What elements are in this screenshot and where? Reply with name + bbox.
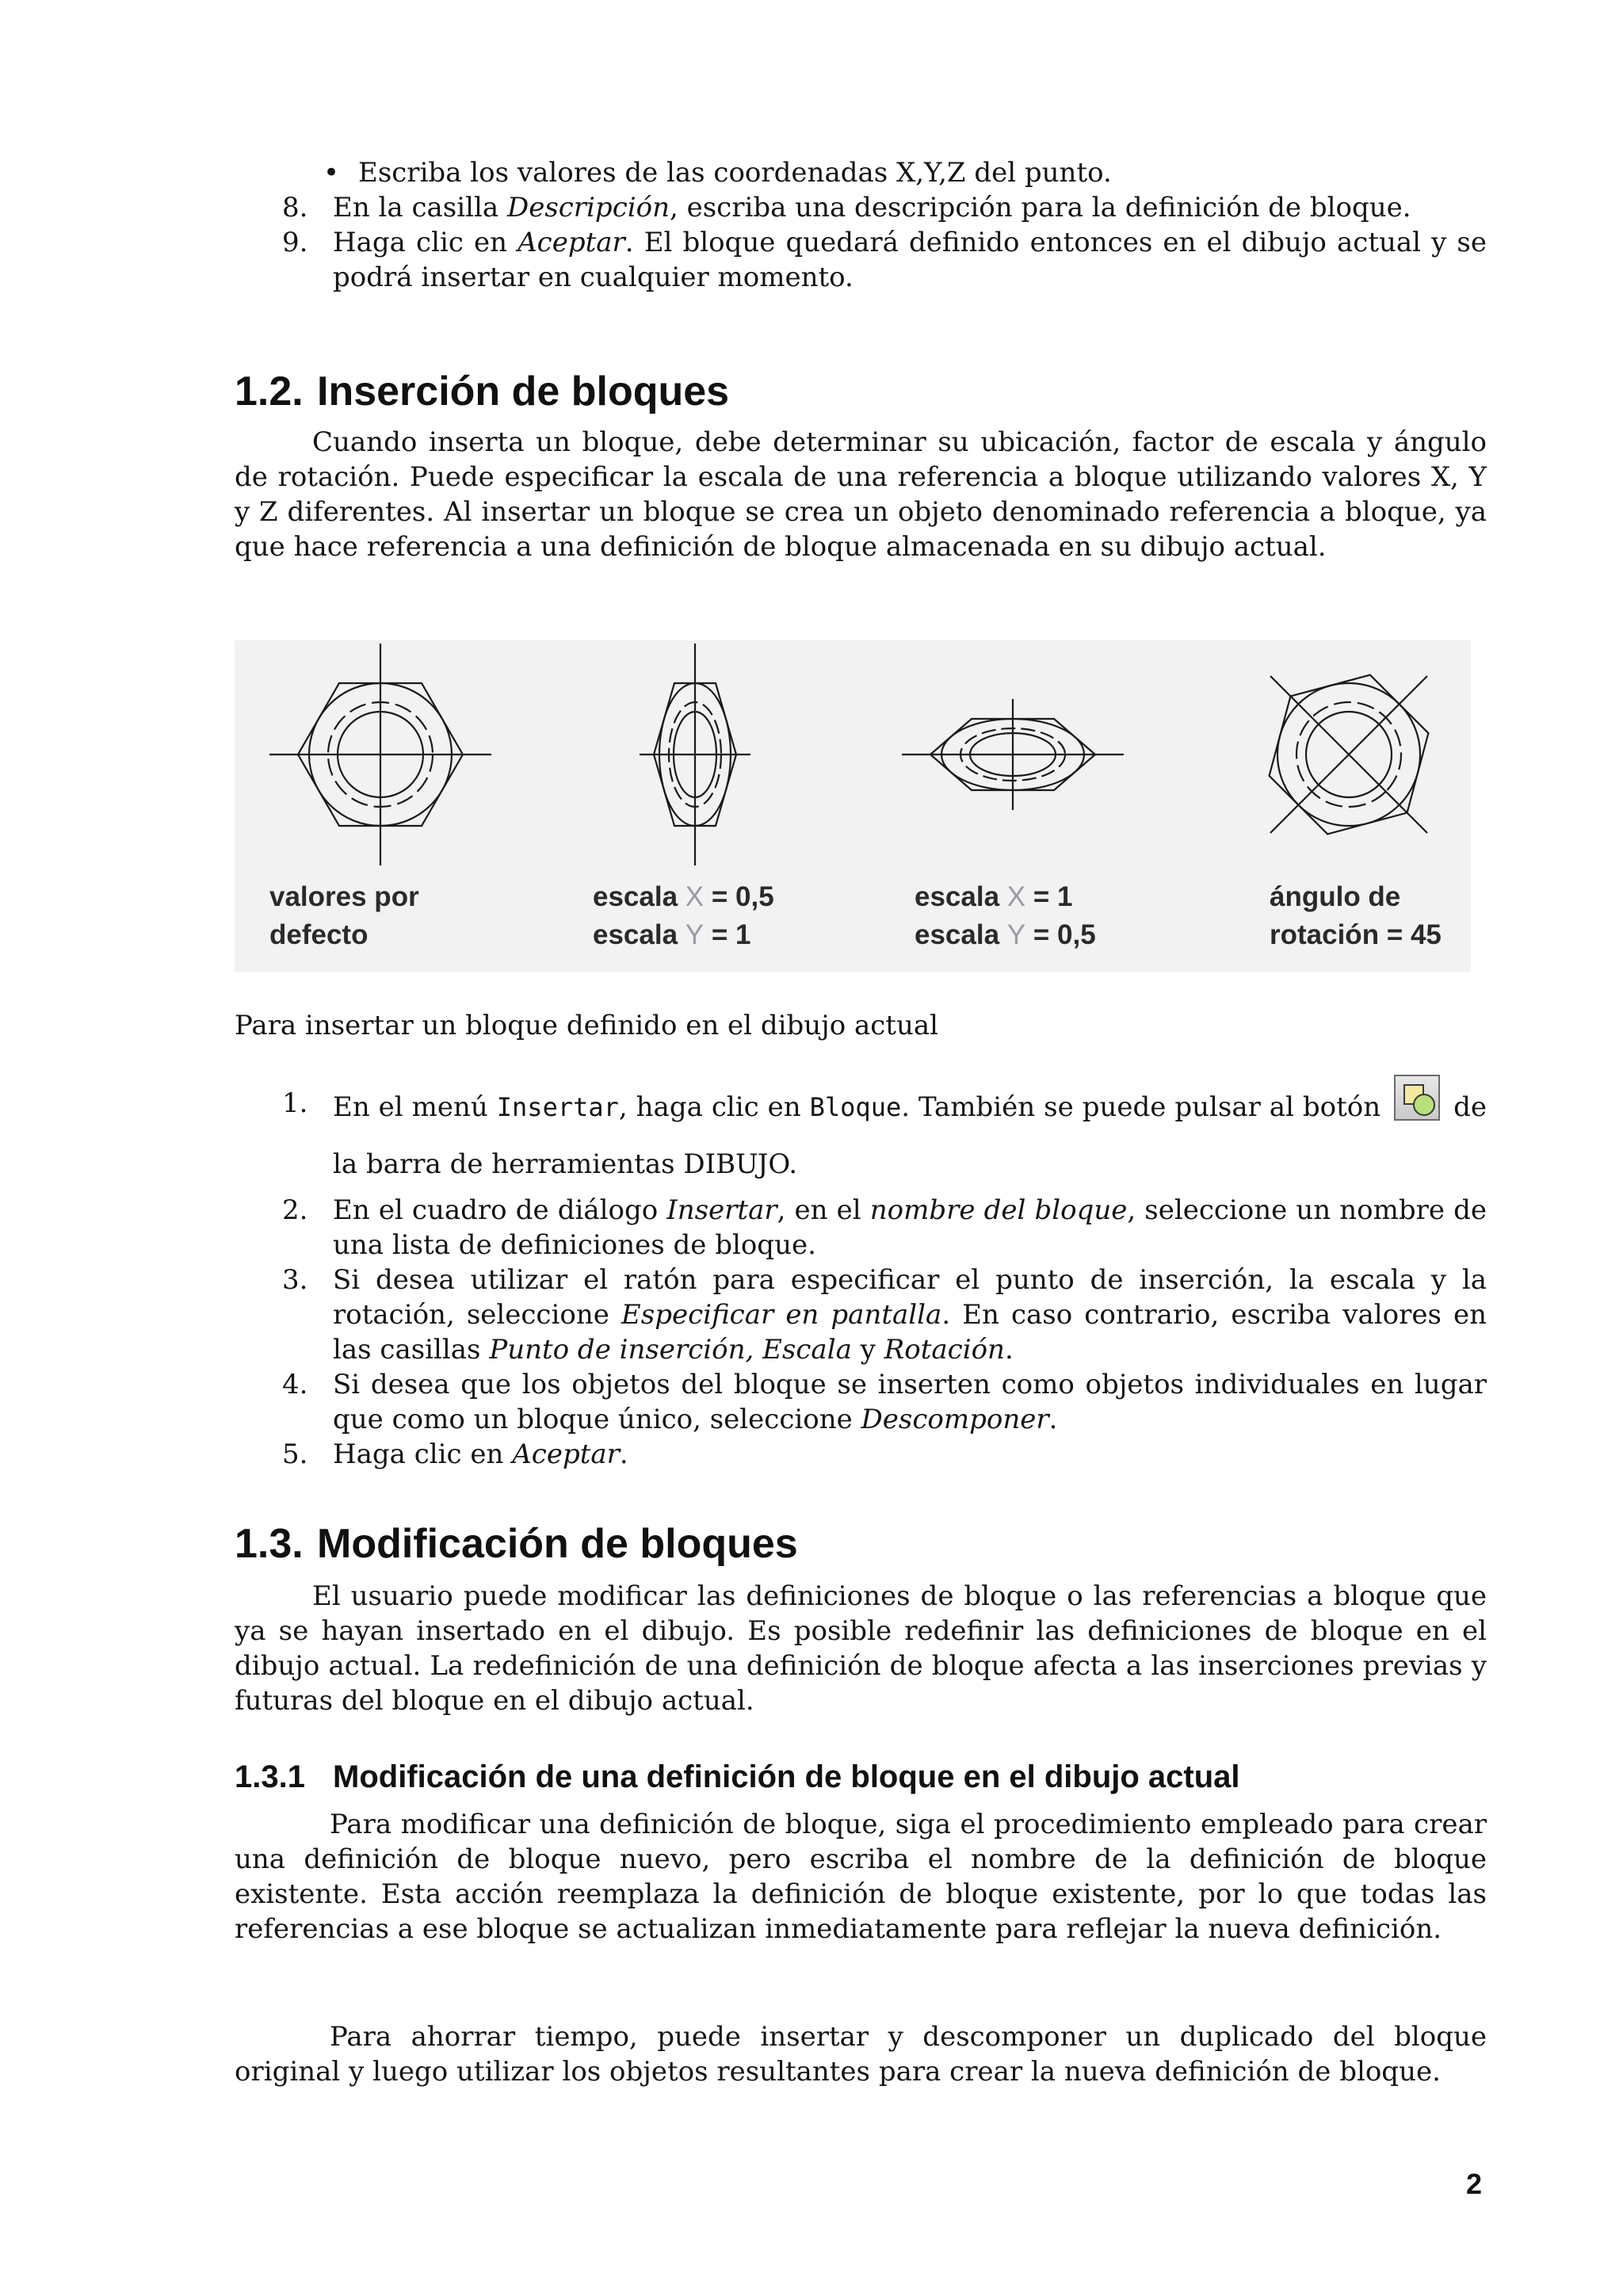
section-1-3-paragraph: El usuario puede modificar las definiciones de bloque o las referencias a bloque que ya se hayan insertado en el dibujo. Es posible redefinir las definiciones de bloque en el dibujo actual. La redefinición de una definición de bloque afecta a las inserciones previas y futuras del bloque en el dibujo actual.: [235, 1580, 1487, 1717]
command-name: Bloque: [809, 1092, 902, 1122]
list-item: 8. En la casilla Descripción, escriba una descripción para la definición de bloque.: [282, 192, 1411, 223]
rotated-nut-drawing: [1192, 640, 1471, 911]
section-1-3-1-paragraph-2: Para ahorrar tiempo, puede insertar y descomponer un duplicado del bloque original y luego utilizar los objetos resultantes para crear la nueva definición de bloque.: [235, 2021, 1487, 2088]
list-item: 3. Si desea utilizar el ratón para especificar el punto de inserción, la escala y la rotación, seleccione Especificar en pantalla. En caso contrario, escriba valores en las casillas Punto de inserción, Escala y Rotación.: [282, 1264, 1487, 1366]
section-1-3-1-paragraph-1: Para modificar una definición de bloque, siga el procedimiento empleado para crear una definición de bloque nuevo, pero escriba el nombre de la definición de bloque existente. Esta acción reemplaza la definición de bloque existente, por lo que todas las referencias a ese bloque se actualizan inmediatamente para reflejar la nueva definición.: [235, 1809, 1487, 1945]
list-item: 5. Haga clic en Aceptar.: [282, 1438, 628, 1470]
list-item: 2. En el cuadro de diálogo Insertar, en el nombre del bloque, seleccione un nombre de una lista de definiciones de bloque.: [282, 1194, 1487, 1261]
insert-steps-list: [282, 1075, 1487, 1472]
section-heading-1-3: 1.3. Modificación de bloques: [235, 1521, 798, 1567]
y-scaled-nut-drawing: [902, 699, 1124, 810]
section-heading-1-3-1: 1.3.1 Modificación de una definición de bloque en el dibujo actual: [235, 1759, 1240, 1794]
insert-intro: Para insertar un bloque definido en el dibujo actual: [235, 1010, 938, 1041]
insert-block-button-icon: [1394, 1075, 1440, 1121]
caption-scale-y: escala X = 1 escala Y = 0,5: [915, 881, 1096, 950]
list-item: 1. En el menú Insertar, haga clic en Bloque. También se puede pulsar al botón de la barra de herramientas DIBUJO.: [282, 1075, 1487, 1193]
caption-rotation: ángulo de rotación = 45: [1270, 881, 1442, 950]
continued-steps-list: [282, 155, 1487, 295]
list-item: 4. Si desea que los objetos del bloque se inserten como objetos individuales en lugar que como un bloque único, seleccione Descomponer.: [282, 1369, 1487, 1435]
section-heading-1-2: 1.2. Inserción de bloques: [235, 369, 730, 415]
page-number: 2: [1465, 2168, 1482, 2200]
list-item: • Escriba los valores de las coordenadas X,Y,Z del punto.: [323, 157, 1112, 189]
caption-default: valores por defecto: [269, 881, 419, 950]
block-scaling-figure: [235, 640, 1471, 972]
caption-scale-x: escala X = 0,5 escala Y = 1: [593, 881, 774, 950]
list-item: 9. Haga clic en Aceptar. El bloque quedará definido entonces en el dibujo actual y se podrá insertar en cualquier momento.: [282, 227, 1487, 293]
bullet-icon: •: [323, 157, 340, 189]
section-1-2-paragraph: Cuando inserta un bloque, debe determinar su ubicación, factor de escala y ángulo de rotación. Puede especificar la escala de una referencia a bloque utilizando valores X, Y y Z diferentes. Al insertar un bloque se crea un objeto denominado referencia a bloque, ya que hace referencia a una definición de bloque almacenada en su dibujo actual.: [235, 426, 1487, 563]
default-nut-drawing: [269, 644, 491, 865]
x-scaled-nut-drawing: [640, 644, 750, 865]
menu-name: Insertar: [496, 1092, 619, 1122]
